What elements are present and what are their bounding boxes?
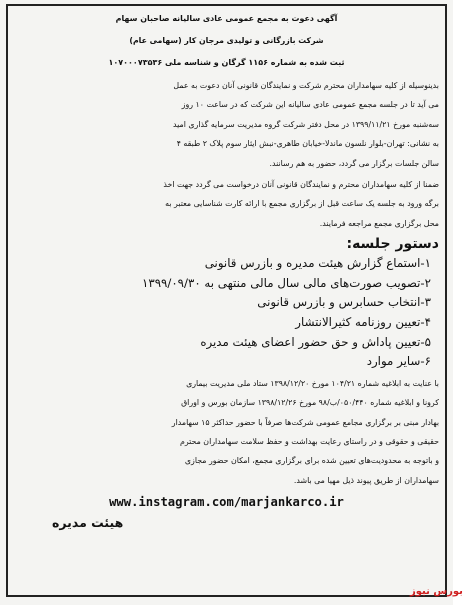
agenda-item: ۲-تصویب صورت‌های مالی سال مالی منتهی به ۱۳۹۹/۰۹/۳۰ (142, 275, 431, 290)
covid-line: کرونا و ابلاغیه شماره ۰۵۰/۴۴۰/ب/۹۸ مورخ ۱۳۹۸/۱۲/۲۶ سازمان بورس و اوراق (181, 398, 439, 408)
intro-line: بدینوسیله از کلیه سهامداران محترم شرکت و نمایندگان قانونی آنان دعوت به عمل (173, 81, 439, 90)
intro-line: به نشانی: تهران-بلوار نلسون ماندلا-خیابان طاهری-نبش ایثار سوم پلاک ۲ طبقه ۴ (176, 139, 439, 149)
agenda-item: ۱-استماع گزارش هیئت مدیره و بازرس قانونی (204, 256, 431, 271)
intro-line: می آید تا در جلسه مجمع عمومی عادی سالیانه این شرکت که در ساعت ۱۰ روز (181, 100, 439, 110)
notice-frame (6, 4, 447, 597)
watermark: بورس نیوز (410, 586, 463, 597)
signature: هیئت مدیره (52, 515, 124, 531)
attendance-line: ضمنا از کلیه سهامداران محترم و نمایندگان قانونی آنان درخواست می گردد جهت اخذ (163, 180, 439, 190)
agenda-item: ۶-سایر موارد (366, 354, 431, 369)
notice-title (14, 8, 439, 74)
registration-line: ثبت شده به شماره ۱۱۵۶ گرگان و شناسه ملی ۱۰۷۰۰۰۷۳۵۳۶ (108, 58, 345, 67)
instagram-link[interactable]: www.instagram.com/marjankarco.ir (109, 495, 344, 510)
attendance-line: محل برگزاری مجمع مراجعه فرمایند. (319, 218, 439, 228)
agenda-item: ۵-تعیین پاداش و حق حضور اعضای هیئت مدیره (200, 334, 431, 349)
attendance-line: برگه ورود به جلسه یک ساعت قبل از برگزاری مجمع با ارائه کارت شناسایی معتبر به (165, 199, 439, 209)
attendance-paragraph (14, 175, 439, 233)
covid-line: سهامداران از طریق پیوند ذیل مهیا می باشد. (293, 475, 439, 485)
company-name-line: شرکت بازرگانی و تولیدی مرجان کار (سهامی عام) (129, 36, 324, 45)
agenda-item: ۳-انتخاب حسابرس و بازرس قانونی (257, 295, 431, 310)
agenda-item: ۴-تعیین روزنامه کثیرالانتشار (295, 315, 431, 330)
covid-paragraph (14, 374, 439, 490)
notice-title-line: آگهی دعوت به مجمع عمومی عادی سالیانه صاحبان سهام (115, 14, 338, 23)
covid-line: و باتوجه به محدودیت‌های تعیین شده برای برگزاری مجمع، امکان حضور مجازی (184, 456, 439, 466)
intro-paragraph (14, 76, 439, 173)
agenda-list (14, 254, 439, 372)
covid-line: بهادار مبنی بر برگزاری مجامع عمومی شرکت‌ها صرفاً با حضور حداکثر ۱۵ سهامدار (171, 417, 439, 427)
agenda-title: دستور جلسه: (346, 236, 439, 253)
intro-line: سه‌شنبه مورخ ۱۳۹۹/۱۱/۲۱ در محل دفتر شرکت گروه مدیریت سرمایه گذاری امید (173, 119, 439, 129)
covid-line: با عنایت به ابلاغیه شماره ۱۰۴/۲۱ مورخ ۱۳۹۸/۱۲/۲۰ ستاد ملی مدیریت بیماری (186, 378, 439, 388)
intro-line: سالن جلسات برگزار می گردد، حضور به هم رسانند. (269, 158, 439, 168)
covid-line: حقیقی و حقوقی و در راستای رعایت بهداشت و حفظ سلامت سهامداران محترم (180, 437, 439, 447)
